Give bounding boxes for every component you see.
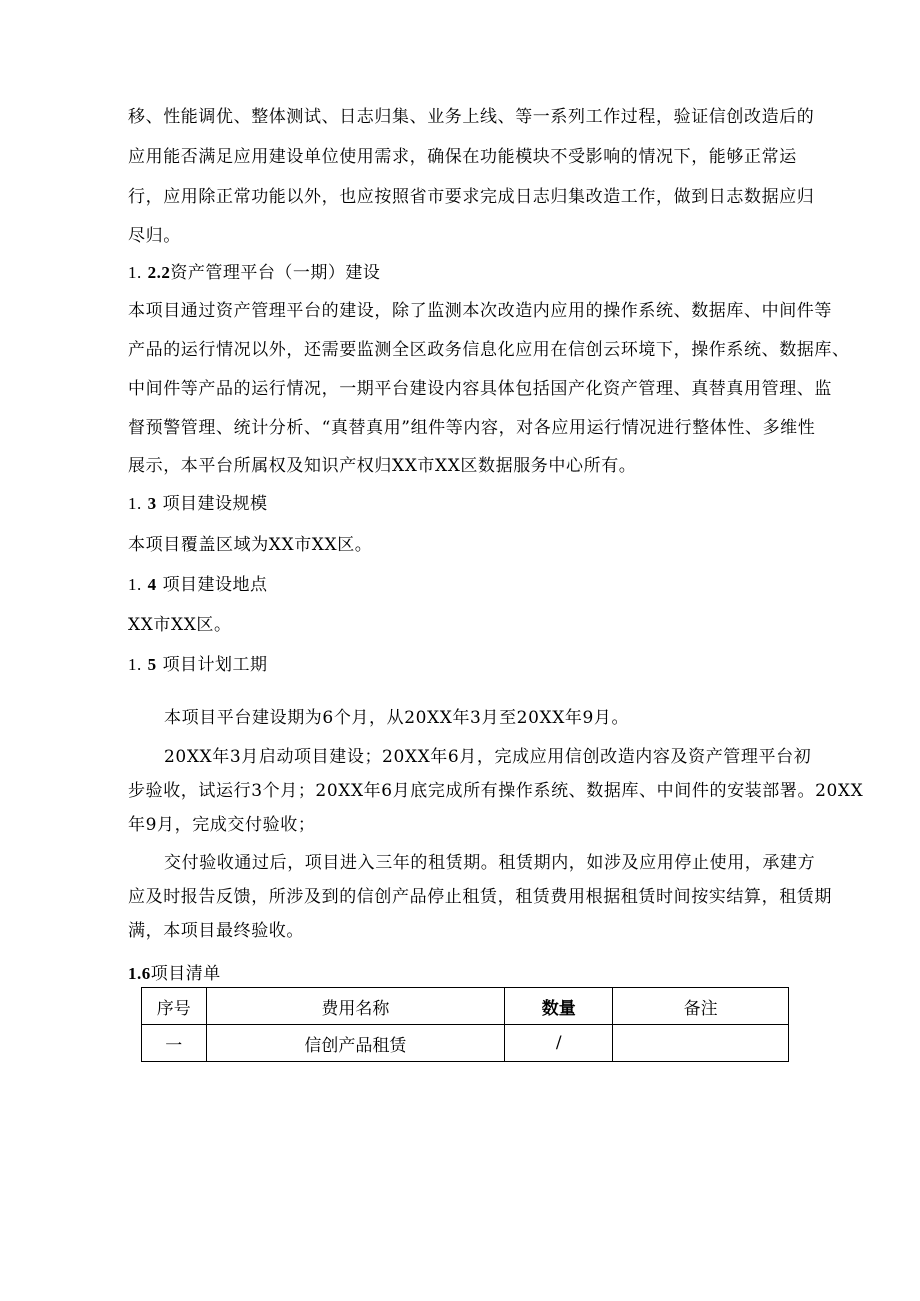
section-number: 3 xyxy=(147,494,157,513)
section-title: 资产管理平台（一期）建设 xyxy=(170,263,381,283)
section-prefix: 1. xyxy=(128,263,142,282)
section-title: 项目计划工期 xyxy=(162,655,268,675)
section-number: 1.6 xyxy=(128,964,151,983)
section-title: 项目清单 xyxy=(150,964,221,984)
section-prefix: 1. xyxy=(128,575,142,594)
section-heading-1-5 xyxy=(128,648,268,682)
table-cell: / xyxy=(505,1025,613,1062)
section-title: 项目建设地点 xyxy=(162,575,268,595)
paragraph-line: 20XX年3月启动项目建设；20XX年6月，完成应用信创改造内容及资产管理平台初 xyxy=(164,747,812,767)
section-title: 项目建设规模 xyxy=(162,494,268,514)
paragraph-line: 督预警管理、统计分析、“真替真用”组件等内容，对各应用运行情况进行整体性、多维性 xyxy=(128,418,816,438)
paragraph-line: 本项目覆盖区域为XX市XX区。 xyxy=(128,535,373,555)
section-number: 2.2 xyxy=(147,263,171,282)
table-header-cell: 数量 xyxy=(505,988,613,1025)
section-heading-1-2-2 xyxy=(128,256,380,290)
table-header-cell: 序号 xyxy=(142,988,207,1025)
paragraph-line: 尽归。 xyxy=(128,226,181,246)
table-header-row xyxy=(142,988,789,1025)
table-cell xyxy=(613,1025,789,1062)
paragraph-line: 中间件等产品的运行情况，一期平台建设内容具体包括国产化资产管理、真替真用管理、监 xyxy=(128,379,832,399)
table-row xyxy=(142,1025,789,1062)
paragraph-line: 移、性能调优、整体测试、日志归集、业务上线、等一系列工作过程，验证信创改造后的 xyxy=(128,107,815,127)
section-heading-1-4 xyxy=(128,568,268,602)
paragraph-line: 行，应用除正常功能以外，也应按照省市要求完成日志归集改造工作，做到日志数据应归 xyxy=(128,187,815,207)
section-number: 4 xyxy=(147,575,157,594)
section-heading-1-6 xyxy=(128,957,221,991)
section-prefix: 1. xyxy=(128,494,142,513)
paragraph-line: 产品的运行情况以外，还需要监测全区政务信息化应用在信创云环境下，操作系统、数据库、 xyxy=(128,340,850,360)
paragraph-line: 年9月，完成交付验收； xyxy=(128,815,316,835)
paragraph-line: 本项目平台建设期为6个月，从20XX年3月至20XX年9月。 xyxy=(164,708,630,728)
paragraph-line: 步验收，试运行3个月；20XX年6月底完成所有操作系统、数据库、中间件的安装部署。20XX xyxy=(128,781,864,801)
paragraph-line: XX市XX区。 xyxy=(128,615,232,635)
paragraph-line: 应用能否满足应用建设单位使用需求，确保在功能模块不受影响的情况下，能够正常运 xyxy=(128,147,797,167)
section-number: 5 xyxy=(147,655,157,674)
section-prefix: 1. xyxy=(128,655,142,674)
paragraph-line: 满，本项目最终验收。 xyxy=(128,921,304,941)
paragraph-line: 本项目通过资产管理平台的建设，除了监测本次改造内应用的操作系统、数据库、中间件等 xyxy=(128,301,832,321)
paragraph-line: 交付验收通过后，项目进入三年的租赁期。租赁期内，如涉及应用停止使用，承建方 xyxy=(164,853,816,873)
section-heading-1-3 xyxy=(128,487,268,521)
table-header-cell: 备注 xyxy=(613,988,789,1025)
table-cell: 一 xyxy=(142,1025,207,1062)
project-list-table xyxy=(141,987,789,1062)
table-cell: 信创产品租赁 xyxy=(206,1025,505,1062)
paragraph-line: 展示，本平台所属权及知识产权归XX市XX区数据服务中心所有。 xyxy=(128,456,637,476)
table-header-cell: 费用名称 xyxy=(206,988,505,1025)
paragraph-line: 应及时报告反馈，所涉及到的信创产品停止租赁，租赁费用根据租赁时间按实结算，租赁期 xyxy=(128,887,832,907)
